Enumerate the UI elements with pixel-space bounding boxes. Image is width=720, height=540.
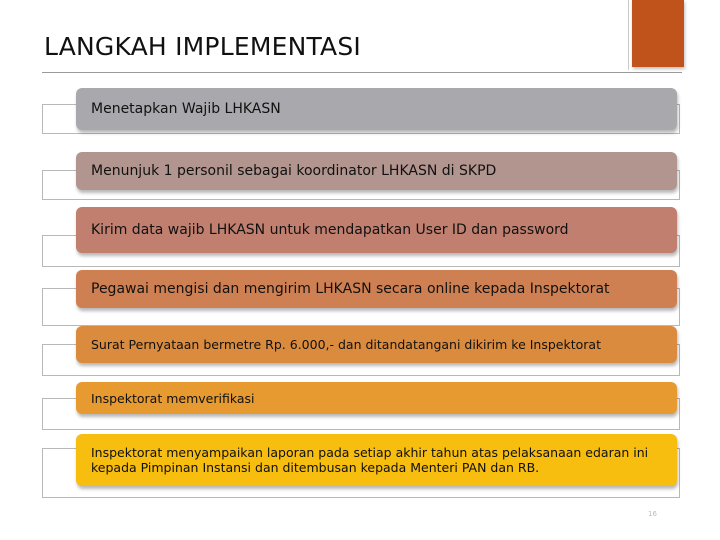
step-4-label: Pegawai mengisi dan mengirim LHKASN secara online kepada Inspektorat xyxy=(91,280,610,297)
step-6 xyxy=(42,382,682,430)
corner-accent-block xyxy=(632,0,684,67)
step-1-label: Menetapkan Wajib LHKASN xyxy=(91,100,281,117)
slide-title: LANGKAH IMPLEMENTASI xyxy=(44,32,361,61)
step-5-card xyxy=(76,326,677,363)
step-7-label: Inspektorat menyampaikan laporan pada setiap akhir tahun atas pelaksanaan edaran ini kepada Pimpinan Instansi dan ditembusan kepada Menteri PAN dan RB. xyxy=(91,445,649,475)
corner-divider-line xyxy=(628,0,629,70)
step-6-label: Inspektorat memverifikasi xyxy=(91,390,255,406)
step-4 xyxy=(42,270,682,326)
step-2-label: Menunjuk 1 personil sebagai koordinator LHKASN di SKPD xyxy=(91,162,497,179)
step-1 xyxy=(42,88,682,134)
step-3-label: Kirim data wajib LHKASN untuk mendapatkan User ID dan password xyxy=(91,221,569,238)
step-5-label: Surat Pernyataan bermetre Rp. 6.000,- dan ditandatangani dikirim ke Inspektorat xyxy=(91,337,601,352)
step-3 xyxy=(42,207,682,267)
title-underline xyxy=(42,72,682,73)
page-number: 16 xyxy=(648,510,657,518)
step-5 xyxy=(42,326,682,376)
step-7 xyxy=(42,434,682,498)
step-2-card xyxy=(76,152,677,190)
step-2 xyxy=(42,152,682,200)
step-4-card xyxy=(76,270,677,308)
step-6-card xyxy=(76,382,677,414)
step-7-card xyxy=(76,434,677,486)
step-3-card xyxy=(76,207,677,253)
step-1-card xyxy=(76,88,677,130)
